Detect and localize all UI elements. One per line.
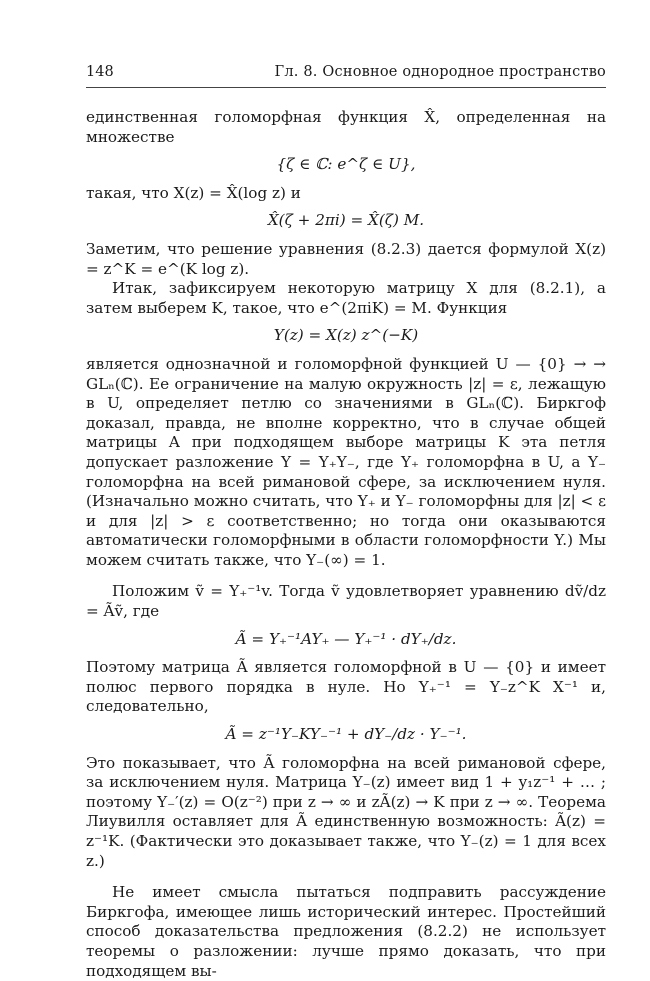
- equation-set: {ζ ∈ ℂ: e^ζ ∈ U},: [276, 155, 416, 174]
- page-body: [86, 108, 606, 981]
- paragraph-6: Положим ṽ = Y₊⁻¹v. Тогда ṽ удовлетворяет уравнению dṽ/dz = Ãṽ, где: [86, 582, 606, 621]
- paragraph-8: Это показывает, что Ã голоморфна на всей римановой сфере, за исключением нуля. Матрица Y₋(z) имеет вид 1 + y₁z⁻¹ + … ; поэтому Y₋′(z) = O(z⁻²) при z → ∞ и zÃ(z) → K при z → ∞. Теорема Лиувилля оставляет для Ã единственную возможность: Ã(z) = z⁻¹K. (Фактически это доказывает также, что Y₋(z) = 1 для всех z.): [86, 753, 606, 870]
- paragraph-3: Заметим, что решение уравнения (8.2.3) дается формулой X(z) = z^K = e^(K log z).: [86, 239, 606, 278]
- chapter-title: Гл. 8. Основное однородное пространство: [274, 64, 606, 80]
- paragraph-2: такая, что X(z) = X̂(log z) и: [86, 183, 301, 202]
- paragraph-1: единственная голоморфная функция X̂, определенная на множестве: [86, 108, 606, 146]
- equation-periodicity: X̂(ζ + 2πi) = X̂(ζ) M.: [267, 211, 425, 230]
- paragraph-4: Итак, зафиксируем некоторую матрицу X для (8.2.1), а затем выберем K, такое, что e^(2πiK) = M. Функция: [86, 279, 606, 317]
- page-number: 148: [86, 64, 114, 80]
- paragraph-5: является однозначной и голоморфной функцией U — {0} → → GLₙ(ℂ). Ее ограничение на малую окружность |z| = ε, лежащую в U, определяет петлю со значениями в GLₙ(ℂ). Биркгоф доказал, правда, не вполне корректно, что в случае общей матрицы A при подходящем выборе матрицы K эта петля допускает разложение Y = Y₊Y₋, где Y₊ голоморфна в U, а Y₋ голоморфна на всей римановой сфере, за исключением нуля. (Изначально можно считать, что Y₊ и Y₋ голоморфны для |z| < ε и для |z| > ε соответственно; но тогда они оказываются автоматически голоморфными в области голоморфности Y.) Мы можем считать также, что Y₋(∞) = 1.: [86, 354, 606, 569]
- running-header: [86, 62, 606, 88]
- equation-Y: Y(z) = X(z) z^(−K): [273, 326, 419, 345]
- equation-A-tilde-2: Ã = z⁻¹Y₋KY₋⁻¹ + dY₋/dz · Y₋⁻¹.: [225, 725, 467, 744]
- paragraph-9: Не имеет смысла пытаться подправить рассуждение Биркгофа, имеющее лишь исторический интерес. Простейший способ доказательства предложения (8.2.2) не использует теоремы о разложении: лучше прямо доказать, что при подходящем вы-: [86, 883, 606, 980]
- paragraph-7: Поэтому матрица Ã является голоморфной в U — {0} и имеет полюс первого порядка в нуле. Но Y₊⁻¹ = Y₋z^K X⁻¹ и, следовательно,: [86, 658, 606, 716]
- equation-A-tilde-1: Ã = Y₊⁻¹AY₊ — Y₊⁻¹ · dY₊/dz.: [235, 629, 457, 648]
- book-page: [86, 62, 606, 981]
